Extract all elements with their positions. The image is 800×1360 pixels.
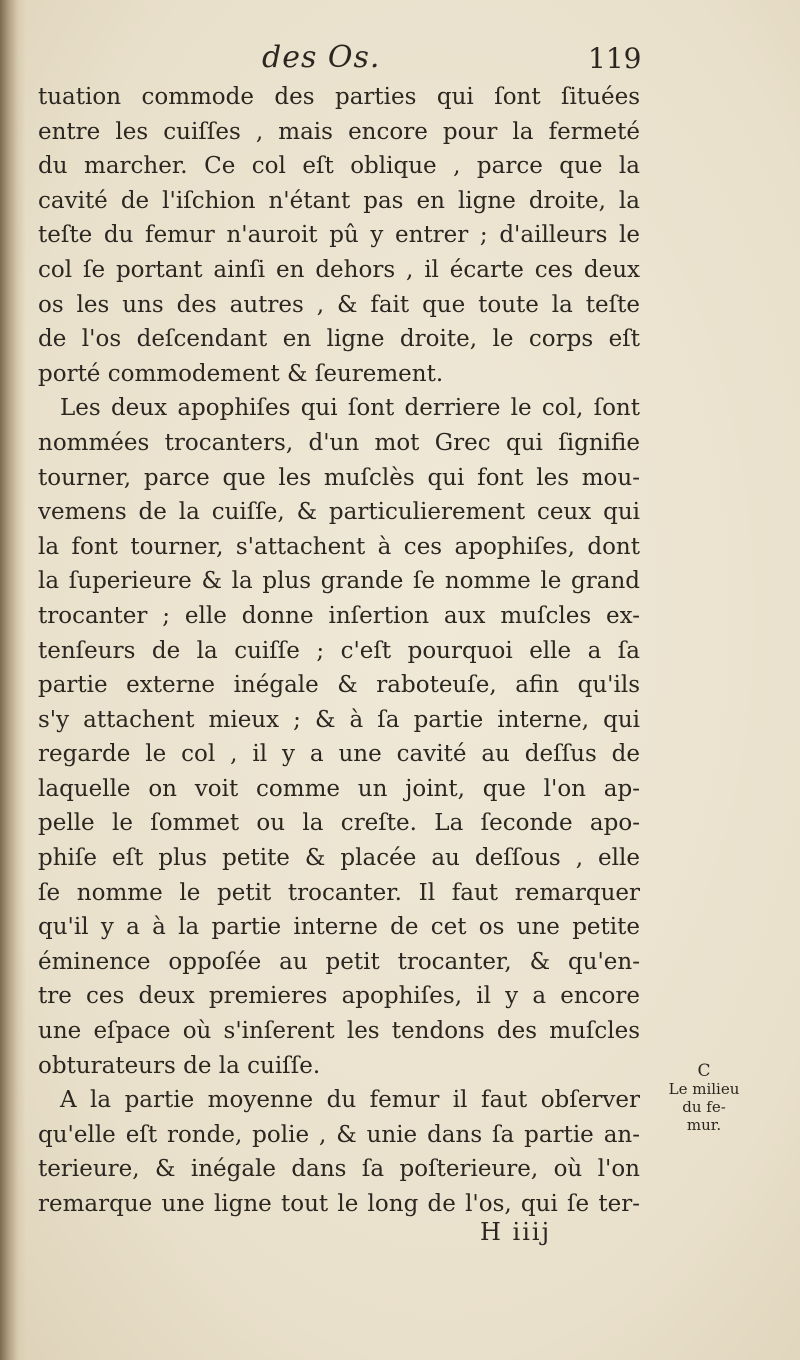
text-line: s'y attachent mieux ; & à ſa partie interne, qui: [38, 706, 640, 733]
text-line: trocanter ; elle donne inſertion aux muſcles ex-: [38, 602, 640, 629]
text-line: ſe nomme le petit trocanter. Il faut remarquer: [38, 879, 640, 906]
text-line: cavité de l'iſchion n'étant pas en ligne droite, la: [38, 187, 640, 214]
text-line: Les deux apophiſes qui ſont derriere le col, ſont: [60, 395, 640, 422]
text-line: A la partie moyenne du femur il faut obſerver: [60, 1087, 640, 1114]
text-line: pelle le ſommet ou la creſte. La ſeconde apo-: [38, 810, 640, 837]
text-line: phiſe eſt plus petite & placée au deſſous , elle: [38, 845, 640, 872]
text-line: obturateurs de la cuiſſe.: [38, 1052, 321, 1079]
text-line: de l'os deſcendant en ligne droite, le corps eſt: [38, 326, 640, 353]
text-line: vemens de la cuiſſe, & particulierement ceux qui: [38, 499, 640, 526]
page-number: 119: [588, 42, 642, 75]
text-line: col ſe portant ainſi en dehors , il écarte ces deux: [38, 256, 640, 283]
binding-gutter: [0, 0, 26, 1360]
text-line: la font tourner, s'attachent à ces apophiſes, dont: [38, 533, 640, 560]
text-line: tenſeurs de la cuiſſe ; c'eſt pourquoi elle a ſa: [38, 637, 640, 664]
signature-mark: H iiij: [480, 1218, 552, 1246]
text-line: nommées trocanters, d'un mot Grec qui ſignifie: [38, 429, 640, 456]
text-line: os les uns des autres , & fait que toute la teſte: [38, 291, 640, 318]
text-line: qu'il y a à la partie interne de cet os une petite: [38, 914, 640, 941]
text-line: une eſpace où s'inſerent les tendons des muſcles: [38, 1018, 640, 1045]
text-line: du marcher. Ce col eſt oblique , parce que la: [38, 153, 640, 180]
body-text: [38, 80, 640, 1222]
text-line: tre ces deux premieres apophiſes, il y a encore: [38, 983, 640, 1010]
text-line: éminence oppoſée au petit trocanter, & qu'en-: [38, 948, 640, 975]
margin-note-line: Le milieu: [668, 1080, 740, 1098]
text-line: terieure, & inégale dans ſa poſterieure, où l'on: [38, 1156, 640, 1183]
text-line: la ſuperieure & la plus grande ſe nomme le grand: [38, 568, 640, 595]
margin-note-marker: C: [697, 1061, 711, 1081]
text-line: tourner, parce que les muſclès qui font les mou-: [38, 464, 640, 491]
text-line: regarde le col , il y a une cavité au deſſus de: [38, 741, 640, 768]
margin-note: [664, 1062, 744, 1134]
page-header: [0, 40, 800, 80]
margin-note-line: du fe-: [682, 1098, 726, 1116]
text-line: qu'elle eſt ronde, polie , & unie dans ſa partie an-: [38, 1121, 640, 1148]
text-line: teſte du femur n'auroit pû y entrer ; d'ailleurs le: [38, 222, 640, 249]
text-line: porté commodement & ſeurement.: [38, 360, 444, 387]
margin-note-line: mur.: [686, 1116, 722, 1134]
text-line: entre les cuiſſes , mais encore pour la fermeté: [38, 118, 640, 145]
text-line: remarque une ligne tout le long de l'os, qui ſe ter-: [38, 1191, 640, 1217]
text-line: tuation commode des parties qui ſont ſituées: [38, 84, 640, 110]
text-line: partie externe inégale & raboteuſe, afin qu'ils: [38, 672, 640, 699]
text-line: laquelle on voit comme un joint, que l'on ap-: [38, 775, 640, 802]
running-title: des Os.: [262, 40, 381, 75]
